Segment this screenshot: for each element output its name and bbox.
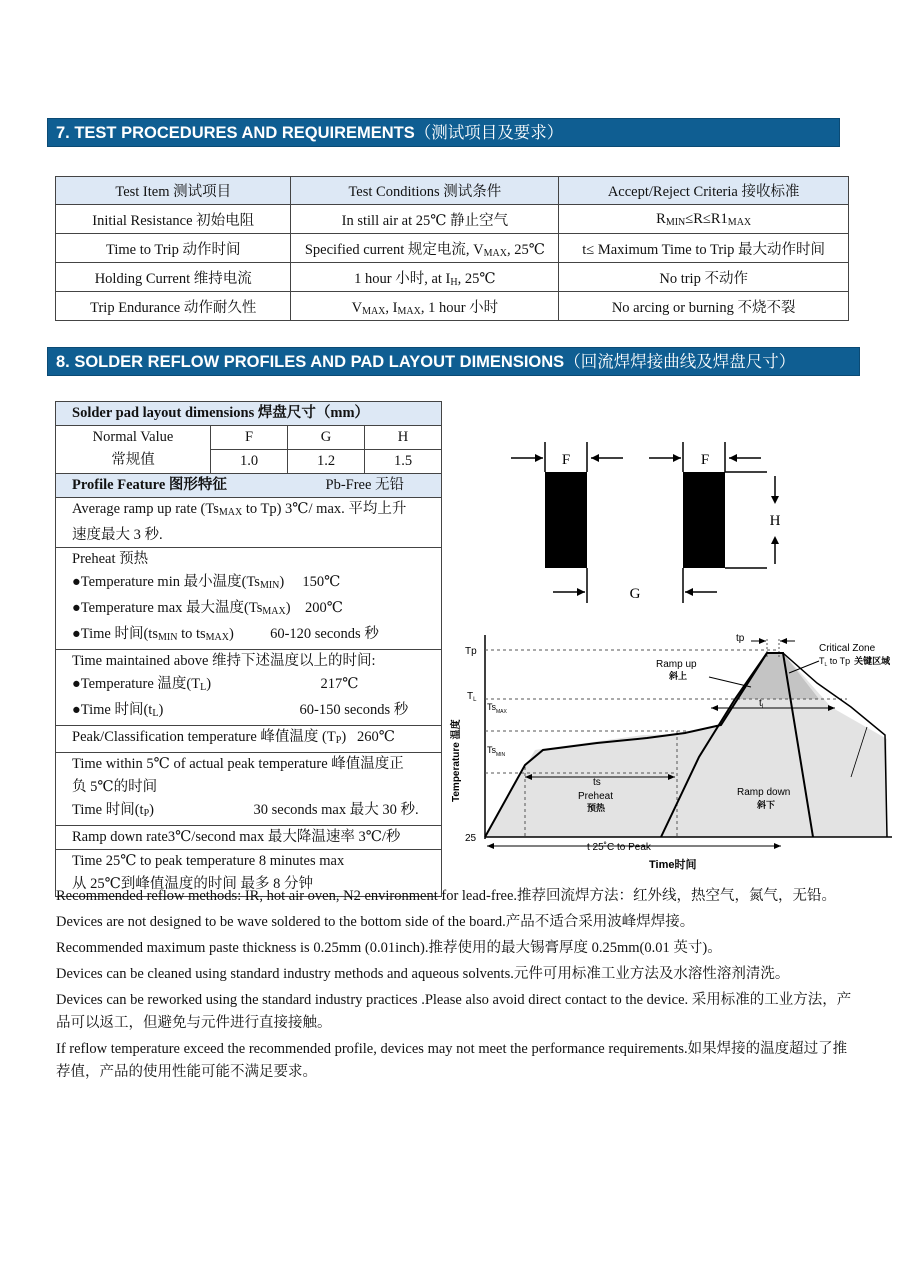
section-7-title-cn: （测试项目及要求） bbox=[414, 124, 564, 142]
ramp-down-label: Ramp down bbox=[737, 787, 791, 798]
note: Recommended reflow methods: IR, hot air oven, N2 environment for lead-free.推荐回流焊方法：红外线，热空气，氮气，无铅。 bbox=[56, 888, 837, 904]
table-row bbox=[56, 205, 849, 234]
test-item: Time to Trip 动作时间 bbox=[56, 234, 291, 263]
test-criteria: No arcing or burning 不烧不裂 bbox=[559, 292, 849, 321]
ramp-down-cn-label: 斜下 bbox=[757, 800, 776, 810]
maintained-row: Time maintained above 维持下述温度以上的时间: ●Temperature 温度$(T_L)$ 217℃ ●Time 时间$(t_L)$ 60-150 seconds 秒 bbox=[56, 650, 442, 726]
test-table-header-item: Test Item 测试项目 bbox=[56, 177, 291, 205]
time-25-row: Time 25℃ to peak temperature 8 minutes max 从 25℃到峰值温度的时间 最多 8 分钟 bbox=[56, 850, 442, 897]
section-8-title-cn: （回流焊焊接曲线及焊盘尺寸） bbox=[564, 353, 796, 371]
tp-label: tp bbox=[736, 633, 745, 644]
note: If reflow temperature exceed the recommended profile, devices may not meet the performance requirements.如果焊接的温度超过了推荐值，产品的使用性能可能不满足要求。 bbox=[56, 1041, 848, 1080]
note: Recommended maximum paste thickness is 0.25mm (0.01inch).推荐使用的最大锡膏厚度 0.25mm(0.01 英寸)。 bbox=[56, 940, 722, 956]
test-item: Initial Resistance 初始电阻 bbox=[56, 205, 291, 234]
normal-value-label: Normal Value 常规值 bbox=[56, 426, 211, 474]
critical-zone-range: $T_L$ to Tp 关键区域 bbox=[819, 656, 891, 668]
ramp-up-cn-label: 斜上 bbox=[669, 671, 688, 681]
pad-left bbox=[545, 472, 587, 568]
pad-label-f: F bbox=[700, 452, 710, 468]
test-condition: 1 hour 小时, at $I_H$, 25℃ bbox=[291, 263, 559, 292]
test-condition: $V_{MAX}$, $I_{MAX}$, 1 hour 小时 bbox=[291, 292, 559, 321]
x-axis-title: Time时间 bbox=[649, 859, 697, 871]
ramp-down-row: Ramp down rate3℃/second max 最大降温速率 3℃/秒 bbox=[56, 826, 442, 850]
test-table bbox=[55, 176, 849, 321]
pad-layout-diagram bbox=[505, 438, 805, 608]
section-8-header bbox=[47, 347, 860, 376]
test-criteria: No trip 不动作 bbox=[559, 263, 849, 292]
section-7-title: 7. TEST PROCEDURES AND REQUIREMENTS bbox=[56, 124, 415, 142]
preheat-row: Preheat 预热 ●Temperature min 最小温度$(Ts_{MIN})$ 150℃ ●Temperature max 最大温度$(Ts_{MAX})$ 200℃ ●Time 时间($ts_{MIN}$ to $ts_{MAX}$) 60-120 seconds 秒 bbox=[56, 548, 442, 650]
note: Devices are not designed to be wave soldered to the bottom side of the board.产品不适合采用波峰焊焊接。 bbox=[56, 914, 695, 930]
test-criteria: $R_{MIN}\le R\le R1_{MAX}$ bbox=[559, 205, 849, 234]
test-criteria: t≤ Maximum Time to Trip 最大动作时间 bbox=[559, 234, 849, 263]
tl-label: $t_L$ bbox=[759, 698, 766, 710]
preheat-label: Preheat bbox=[578, 791, 614, 802]
notes bbox=[56, 885, 856, 1087]
pad-col-h: H bbox=[365, 426, 442, 450]
ramp-up-label: Ramp up bbox=[656, 659, 697, 670]
note: Devices can be reworked using the standard industry practices .Please also avoid direct contact to the device. 采用标准的工业方法，产品可以返工，但避免与元件进行直接接触。 bbox=[56, 992, 852, 1031]
y-label-tsmax: $Ts_{MAX}$ bbox=[487, 702, 507, 715]
pad-table-title: Solder pad layout dimensions 焊盘尺寸（mm） bbox=[56, 402, 442, 426]
table-row bbox=[56, 292, 849, 321]
pad-profile-table bbox=[55, 401, 442, 897]
y-label-tl: $T_L$ bbox=[467, 691, 477, 703]
preheat-cn-label: 预热 bbox=[587, 803, 606, 813]
test-item: Trip Endurance 动作耐久性 bbox=[56, 292, 291, 321]
pad-label-f: F bbox=[561, 452, 571, 468]
y-label-25: 25 bbox=[465, 833, 477, 844]
reflow-profile-chart bbox=[447, 627, 900, 875]
test-table-header-crit: Accept/Reject Criteria 接收标准 bbox=[559, 177, 849, 205]
profile-feature-row: Profile Feature 图形特征 Pb-Free 无铅 bbox=[56, 474, 442, 498]
table-row bbox=[56, 234, 849, 263]
pad-right bbox=[683, 472, 725, 568]
test-table-header-cond: Test Conditions 测试条件 bbox=[291, 177, 559, 205]
table-row bbox=[56, 263, 849, 292]
t25-to-peak-label: t 25˚C to Peak bbox=[587, 842, 651, 853]
pad-label-h: H bbox=[769, 513, 781, 529]
y-axis-title: Temperature 温度 bbox=[451, 719, 462, 802]
critical-zone-label: Critical Zone bbox=[819, 643, 876, 654]
time-within-row: Time within 5℃ of actual peak temperature 峰值温度正 负 5℃的时间 Time 时间$(t_P)$ 30 seconds max 最大 30 秒. bbox=[56, 753, 442, 826]
pad-label-g: G bbox=[629, 586, 641, 602]
test-condition: In still air at 25℃ 静止空气 bbox=[291, 205, 559, 234]
section-7-header bbox=[47, 118, 840, 147]
section-8-title: 8. SOLDER REFLOW PROFILES AND PAD LAYOUT DIMENSIONS bbox=[56, 353, 565, 371]
test-item: Holding Current 维持电流 bbox=[56, 263, 291, 292]
test-condition: Specified current 规定电流, $V_{MAX}$, 25℃ bbox=[291, 234, 559, 263]
ts-label: ts bbox=[593, 777, 601, 788]
ramp-up-row: Average ramp up rate ($Ts_{MAX}$ to Tp) 3℃/ max. 平均上升 速度最大 3 秒. bbox=[56, 498, 442, 548]
pad-value-g: 1.2 bbox=[288, 450, 365, 474]
pad-value-h: 1.5 bbox=[365, 450, 442, 474]
pad-col-g: G bbox=[288, 426, 365, 450]
test-table-header bbox=[56, 177, 849, 205]
y-label-tsmin: $Ts_{MIN}$ bbox=[487, 745, 506, 758]
pad-col-f: F bbox=[211, 426, 288, 450]
peak-row: Peak/Classification temperature 峰值温度 $(T_P)$ 260℃ bbox=[56, 726, 442, 753]
pad-value-f: 1.0 bbox=[211, 450, 288, 474]
note: Devices can be cleaned using standard industry methods and aqueous solvents.元件可用标准工业方法及水溶性溶剂清洗。 bbox=[56, 966, 790, 982]
y-label-tp: Tp bbox=[465, 646, 477, 657]
